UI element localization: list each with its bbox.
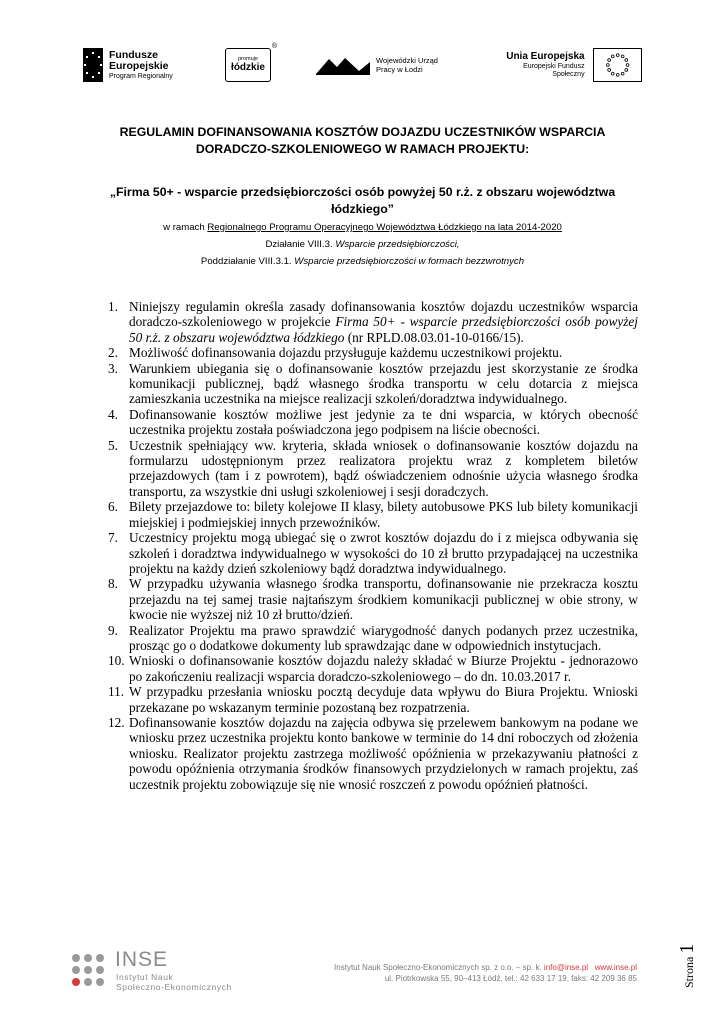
regulation-item xyxy=(108,499,638,530)
header-logos xyxy=(82,40,642,90)
item-number: 6. xyxy=(108,499,118,515)
fundusze-line1: Fundusze xyxy=(109,48,158,61)
poddzialanie-prefix: Poddziałanie VIII.3.1. xyxy=(200,256,292,267)
title-line1: REGULAMIN DOFINANSOWANIA KOSZTÓW DOJAZDU UCZESTNIKÓW WSPARCIA xyxy=(119,125,606,139)
document-header xyxy=(90,124,635,270)
regulation-item xyxy=(108,407,638,438)
regulation-item xyxy=(108,684,638,715)
item-number: 7. xyxy=(108,530,118,546)
item-text: Dofinansowanie kosztów możliwe jest jedynie za te dni wsparcia, w których obecność uczestnika projektu została poświadczona jego podpisem na liście obecności. xyxy=(129,406,638,438)
promuje-lodzkie-logo xyxy=(225,40,277,90)
item-number: 4. xyxy=(108,406,118,422)
regulation-item xyxy=(108,361,638,407)
page-label: Strona xyxy=(682,956,696,988)
lodzkie-small: promuje xyxy=(238,55,258,62)
item-number: 10. xyxy=(108,653,125,669)
item-text: Warunkiem ubiegania się o dofinansowanie kosztów przejazdu jest skorzystanie ze środka komunikacji publicznej, bądź własnego środka transportu w celu dotarcia z miejsca zamieszkania uczestnika na miejsce realizacji szkoleń/doradztwa indywidualnego. xyxy=(129,360,638,407)
regulation-list xyxy=(108,299,638,792)
ue-title: Unia Europejska xyxy=(506,51,585,63)
footer-contact xyxy=(334,962,637,984)
program-line xyxy=(90,219,635,236)
footer-line1 xyxy=(334,962,637,973)
project-name-line1: „Firma 50+ - wsparcie przedsiębiorczości osób powyżej 50 r.ż. z obszaru województwa xyxy=(109,185,616,199)
lodzkie-big: łódzkie xyxy=(231,62,265,74)
item-text: Możliwość dofinansowania dojazdu przysługuje każdemu uczestnikowi projektu. xyxy=(129,345,563,361)
item-number: 8. xyxy=(108,576,118,592)
wup-emblem-icon xyxy=(315,54,371,76)
item-number: 11. xyxy=(108,684,125,700)
program-prefix: w ramach xyxy=(163,222,205,233)
project-name-line2: łódzkiego” xyxy=(331,202,394,216)
footer-address: ul. Piotrkowska 55, 90–413 Łódź, tel.: 42 633 17 19, faks: 42 209 36 85 xyxy=(384,974,637,983)
item-text: Niniejszy regulamin określa zasady dofinansowania kosztów dojazdu uczestników wsparcia doradczo-szkoleniowego w projekcie xyxy=(129,299,638,330)
item-number: 1. xyxy=(108,299,118,314)
inse-logo xyxy=(70,948,270,997)
regulation-item xyxy=(108,623,638,654)
program-name: Regionalnego Programu Operacyjnego Województwa Łódzkiego na lata 2014-2020 xyxy=(207,222,562,233)
project-title xyxy=(90,184,635,218)
item-text: Uczestnicy projektu mogą ubiegać się o zwrot kosztów dojazdu do i z miejsca odbywania się szkoleń i doradztwa indywidualnego w wysokości do 10 zł brutto przypadającej na uczestnika projektu na każdy dzień szkoleniowy bądź doradztwa indywidualnego. xyxy=(129,530,638,576)
fundusze-europejskie-icon xyxy=(82,47,104,83)
regulation-item xyxy=(108,345,638,360)
regulation-item xyxy=(108,530,638,576)
wup-line1: Wojewódzki Urząd xyxy=(376,56,438,65)
item-project-name: Firma 50+ - wsparcie przedsiębiorczości osób powyżej 50 r.ż. z obszaru województwa łódzkiego xyxy=(129,314,638,345)
item-text: Wnioski o dofinansowanie kosztów dojazdu należy składać w Biurze Projektu - jednorazowo po zakończeniu realizacji wsparcia doradczo-szkoleniowego – do dn. 10.03.2017 r. xyxy=(129,653,638,684)
item-text: Realizator Projektu ma prawo sprawdzić wiarygodność danych podanych przez uczestnika, prosząc go o dodatkowe dokumenty lub sprawdzając dane w odpowiednich instytucjach. xyxy=(129,622,638,653)
item-text: W przypadku przesłania wniosku pocztą decyduje data wpływu do Biura Projektu. Wnioski przekazane po wskazanym terminie pozostaną bez rozpatrzenia. xyxy=(129,684,638,715)
inse-dots-icon xyxy=(70,952,110,992)
page-number: 1 xyxy=(676,943,698,954)
footer-email-link[interactable]: info@inse.pl xyxy=(543,963,589,972)
page-number-label xyxy=(676,928,698,988)
item-number: 2. xyxy=(108,345,118,361)
inse-brand: INSE xyxy=(115,948,169,971)
wup-line2: Pracy w Łodzi xyxy=(376,65,423,74)
wup-lodz-logo xyxy=(315,40,438,90)
inse-brand-line2: Społeczno-Ekonomicznych xyxy=(116,982,232,992)
regulation-item xyxy=(108,438,638,500)
footer-company: Instytut Nauk Społeczno-Ekonomicznych sp. z o.o. – sp. k. xyxy=(334,963,544,972)
regulation-item xyxy=(108,299,638,345)
fundusze-line3: Program Regionalny xyxy=(109,72,173,80)
item-number: 3. xyxy=(108,360,118,376)
item-text: Bilety przejazdowe to: bilety kolejowe II klasy, bilety autobusowe PKS lub bilety komunikacji miejskiej i podmiejskiej innych przewoźników. xyxy=(129,499,638,530)
fundusze-europejskie-logo xyxy=(82,40,173,90)
document-title xyxy=(90,124,635,158)
dzialanie-prefix: Działanie VIII.3. xyxy=(265,239,333,250)
item-number: 9. xyxy=(108,622,118,638)
item-number: 12. xyxy=(108,714,125,730)
poddzialanie-name: Wsparcie przedsiębiorczości w formach bezzwrotnych xyxy=(294,256,525,267)
ue-subtitle: Europejski Fundusz Społeczny xyxy=(523,62,585,78)
fundusze-line2: Europejskie xyxy=(109,59,169,72)
item-text-end: (nr RPLD.08.03.01-10-0166/15). xyxy=(344,329,524,345)
footer-web-link[interactable]: www.inse.pl xyxy=(594,963,637,972)
item-text: Uczestnik spełniający ww. kryteria, składa wniosek o dofinansowanie kosztów dojazdu na formularzu udostępnionym przez realizatora projektu wraz z kompletem biletów przejazdowych (tam i z powrotem), bądź oświadczeniem odnośnie użycia własnego środka transportu, za wszystkie dni usługi szkoleniowej i sesji doradczych. xyxy=(129,437,638,499)
dzialanie-name: Wsparcie przedsiębiorczości, xyxy=(335,239,460,250)
item-text: Dofinansowanie kosztów dojazdu na zajęcia odbywa się przelewem bankowym na podane we wniosku przez uczestnika projektu konto bankowe w terminie do 14 dni roboczych od złożenia wniosku. Realizator projektu zastrzega możliwość opóźnienia w przekazywaniu płatności z powodu opóźnienia otrzymania środków finansowych przydzielonych w ramach projektu, zaś uczestnik projektu zobowiązuje się nie wnosić roszczeń z powodu opóźnień płatności. xyxy=(129,714,638,792)
dzialanie-line xyxy=(90,236,635,253)
item-text: W przypadku używania własnego środka transportu, dofinansowanie nie przekracza kosztu przejazdu na tej samej trasie najtańszym środkiem komunikacji publicznej w obie strony, w kwocie nie wyższej niż 10 zł brutto/dzień. xyxy=(129,576,638,623)
regulation-item xyxy=(108,576,638,622)
title-line2: DORADCZO-SZKOLENIOWEGO W RAMACH PROJEKTU: xyxy=(195,142,530,156)
regulation-item xyxy=(108,653,638,684)
regulation-item xyxy=(108,715,638,792)
eu-flag-icon xyxy=(593,48,642,82)
inse-brand-line1: Instytut Nauk xyxy=(116,972,174,982)
item-number: 5. xyxy=(108,437,118,453)
unia-europejska-logo xyxy=(490,40,642,90)
poddzialanie-line xyxy=(90,253,635,270)
registered-mark: ® xyxy=(271,43,277,50)
